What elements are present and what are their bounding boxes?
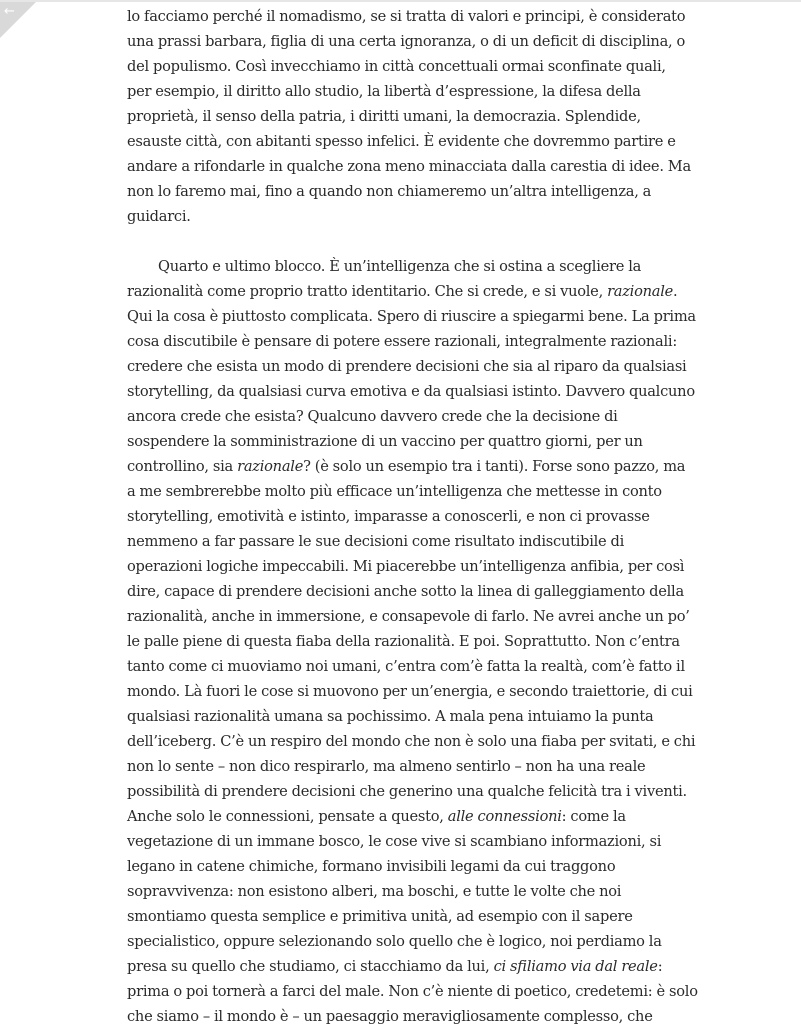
text-line: Quarto e ultimo blocco. È un’intelligenza che si ostina a scegliere la [158, 258, 642, 275]
text-line: prima o poi tornerà a farci del male. Non c’è niente di poetico, credetemi: è solo [127, 983, 698, 1000]
text-line: dell’iceberg. C’è un respiro del mondo che non è solo una fiaba per svitati, e chi [127, 733, 696, 750]
text-line: non lo faremo mai, fino a quando non chiameremo un’altra intelligenza, a [127, 183, 652, 200]
text-line: per esempio, il diritto allo studio, la libertà d’espressione, la difesa della [127, 83, 641, 100]
paragraph-1 [127, 4, 691, 229]
text-line: esauste città, con abitanti spesso infelici. È evidente che dovremmo partire e [127, 133, 676, 150]
text-line: sopravvivenza: non esistono alberi, ma boschi, e tutte le volte che noi [127, 883, 622, 900]
text-line: guidarci. [127, 208, 191, 225]
text-line: tanto come ci muoviamo noi umani, c’entra com’è fatta la realtà, com’è fatto il [127, 658, 685, 675]
text-line: storytelling, da qualsiasi curva emotiva e da qualsiasi istinto. Davvero qualcuno [127, 383, 695, 400]
text-line: Qui la cosa è piuttosto complicata. Spero di riuscire a spiegarmi bene. La prima [127, 308, 696, 325]
text-line: non lo sente – non dico respirarlo, ma almeno sentirlo – non ha una reale [127, 758, 646, 775]
document-page [127, 4, 698, 1029]
text-line: possibilità di prendere decisioni che generino una qualche felicità tra i viventi. [127, 783, 687, 800]
text-line: proprietà, il senso della patria, i diritti umani, la democrazia. Splendide, [127, 108, 641, 125]
text-line: specialistico, oppure selezionando solo quello che è logico, noi perdiamo la [127, 933, 662, 950]
text-line: andare a rifondarle in qualche zona meno minacciata dalla carestia di idee. Ma [127, 158, 691, 175]
back-button[interactable] [0, 2, 36, 38]
text-line: razionalità come proprio tratto identitario. Che si crede, e si vuole, razionale. [127, 283, 678, 300]
emphasis: ci sfiliamo via dal reale [493, 958, 658, 975]
text-line: Anche solo le connessioni, pensate a questo, alle connessioni: come la [127, 808, 626, 825]
text-line: storytelling, emotività e istinto, imparasse a conoscerli, e non ci provasse [127, 508, 650, 525]
text-line: mondo. Là fuori le cose si muovono per un’energia, e secondo traiettorie, di cui [127, 683, 693, 700]
text-line: lo facciamo perché il nomadismo, se si tratta di valori e principi, è considerato [127, 8, 686, 25]
text-line: che siamo – il mondo è – un paesaggio meravigliosamente complesso, che [127, 1008, 653, 1025]
text-line: razionalità, anche in immersione, e consapevole di farlo. Ne avrei anche un po’ [127, 608, 690, 625]
text-line: una prassi barbara, figlia di una certa ignoranza, o di un deficit di disciplina, o [127, 33, 686, 50]
text-line: dire, capace di prendere decisioni anche sotto la linea di galleggiamento della [127, 583, 684, 600]
text-line: smontiamo questa semplice e primitiva unità, ad esempio con il sapere [127, 908, 633, 925]
text-line: del populismo. Così invecchiamo in città concettuali ormai sconfinate quali, [127, 58, 666, 75]
emphasis: alle connessioni [447, 808, 562, 825]
emphasis: razionale [607, 283, 674, 300]
text-line: controllino, sia razionale? (è solo un esempio tra i tanti). Forse sono pazzo, ma [127, 458, 686, 475]
text-line: ancora crede che esista? Qualcuno davvero crede che la decisione di [127, 408, 618, 425]
text-line: operazioni logiche impeccabili. Mi piacerebbe un’intelligenza anfibia, per così [127, 558, 685, 575]
text-line: le palle piene di questa fiaba della razionalità. E poi. Soprattutto. Non c’entra [127, 633, 680, 650]
text-line: cosa discutibile è pensare di potere essere razionali, integralmente razionali: [127, 333, 677, 350]
text-line: presa su quello che studiamo, ci stacchiamo da lui, ci sfiliamo via dal reale: [127, 958, 663, 975]
back-arrow-icon: ← [4, 4, 15, 19]
text-line: nemmeno a far passare le sue decisioni come risultato indiscutibile di [127, 533, 625, 550]
text-line: qualsiasi razionalità umana sa pochissimo. A mala pena intuiamo la punta [127, 708, 654, 725]
text-line: credere che esista un modo di prendere decisioni che sia al riparo da qualsiasi [127, 358, 687, 375]
text-line: legano in catene chimiche, formano invisibili legami da cui traggono [127, 858, 616, 875]
text-line: sospendere la somministrazione di un vaccino per quattro giorni, per un [127, 433, 643, 450]
emphasis: razionale [237, 458, 304, 475]
paragraph-2 [127, 254, 698, 1029]
text-line: vegetazione di un immane bosco, le cose vive si scambiano informazioni, si [127, 833, 662, 850]
text-line: a me sembrerebbe molto più efficace un’intelligenza che mettesse in conto [127, 483, 662, 500]
